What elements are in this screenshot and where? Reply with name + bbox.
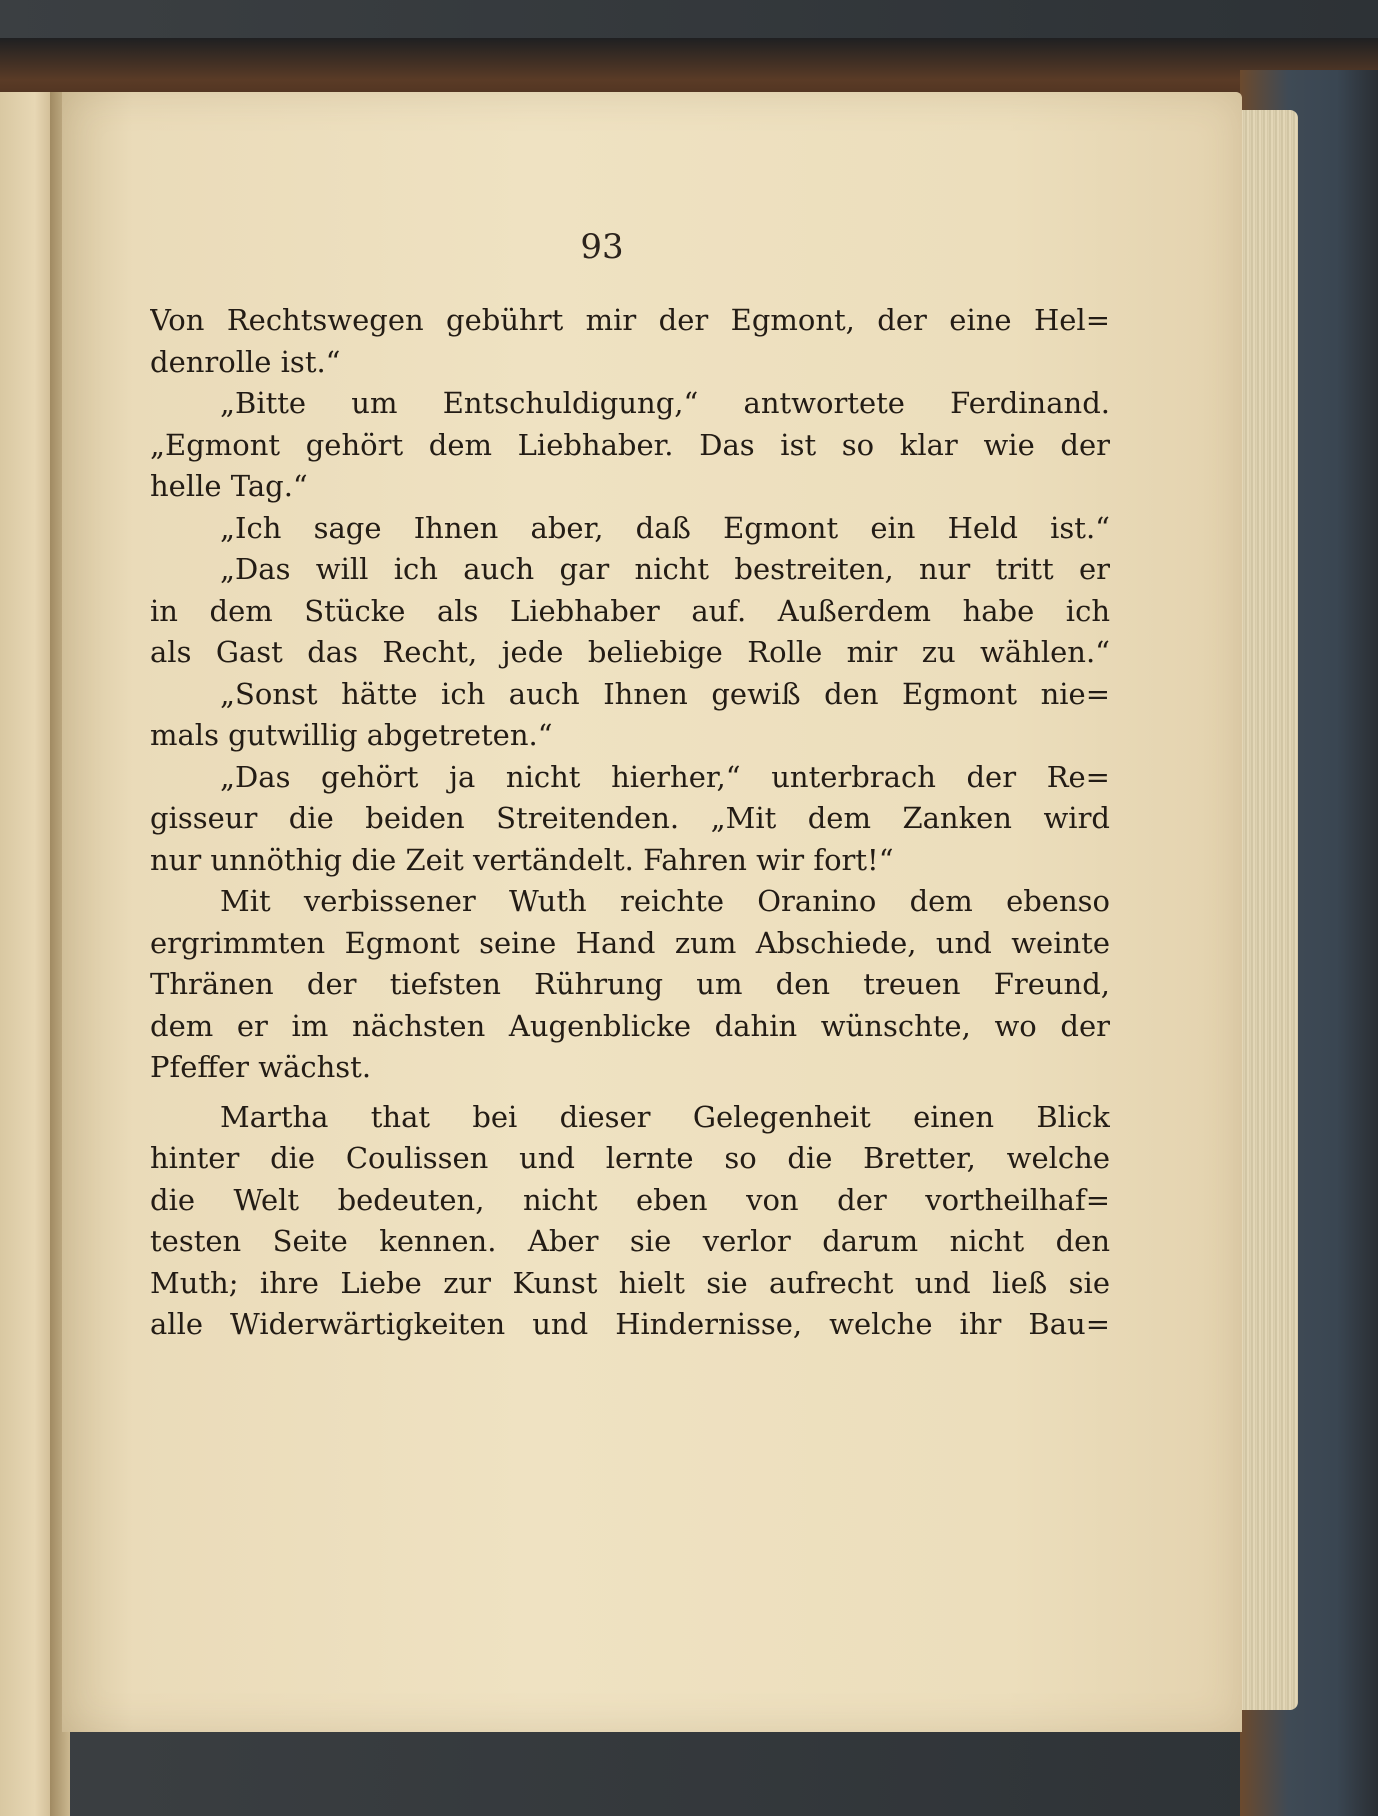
text-line: Pfeffer wächst. (150, 1050, 372, 1084)
text-line: Von Rechtswegen gebührt mir der Egmont, der eine Hel= (150, 303, 1110, 337)
text-line: „Das gehört ja nicht hierher,“ unterbrach der Re= (220, 759, 1110, 794)
text-line: hinter die Coulissen und lernte so die Bretter, welche (150, 1141, 1110, 1175)
text-line: die Welt bedeuten, nicht eben von der vortheilhaf= (150, 1182, 1110, 1217)
text-line: „Egmont gehört dem Liebhaber. Das ist so klar wie der (150, 427, 1110, 462)
text-line: Thränen der tiefsten Rührung um den treuen Freund, (150, 967, 1110, 1001)
text-line: ergrimmten Egmont seine Hand zum Abschiede, und weinte (150, 925, 1110, 960)
text-line: gisseur die beiden Streitenden. „Mit dem Zanken wird (150, 801, 1110, 835)
text-line: als Gast das Recht, jede beliebige Rolle mir zu wählen.“ (150, 635, 1110, 669)
text-line: helle Tag.“ (150, 469, 308, 503)
text-line: alle Widerwärtigkeiten und Hindernisse, welche ihr Bau= (150, 1307, 1110, 1341)
text-line: „Bitte um Entschuldigung,“ antwortete Ferdinand. (220, 386, 1110, 420)
text-line: „Sonst hätte ich auch Ihnen gewiß den Egmont nie= (220, 676, 1110, 711)
text-line: Martha that bei dieser Gelegenheit einen Blick (220, 1099, 1110, 1134)
text-line: „Das will ich auch gar nicht bestreiten, nur tritt er (220, 552, 1110, 586)
page-text (150, 300, 1110, 1346)
text-line: „Ich sage Ihnen aber, daß Egmont ein Held ist.“ (220, 510, 1110, 545)
text-line: nur unnöthig die Zeit vertändelt. Fahren wir fort!“ (150, 842, 894, 877)
text-line: Mit verbissener Wuth reichte Oranino dem ebenso (220, 884, 1110, 918)
text-line: denrolle ist.“ (150, 344, 341, 379)
text-line: in dem Stücke als Liebhaber auf. Außerdem habe ich (150, 593, 1110, 628)
page-edges (1238, 110, 1298, 1710)
text-line: Muth; ihre Liebe zur Kunst hielt sie aufrecht und ließ sie (150, 1265, 1110, 1300)
book-page (62, 92, 1242, 1732)
text-line: dem er im nächsten Augenblicke dahin wünschte, wo der (150, 1008, 1110, 1043)
text-line: testen Seite kennen. Aber sie verlor darum nicht den (150, 1224, 1110, 1258)
page-number: 93 (580, 227, 624, 267)
text-line: mals gutwillig abgetreten.“ (150, 718, 553, 752)
